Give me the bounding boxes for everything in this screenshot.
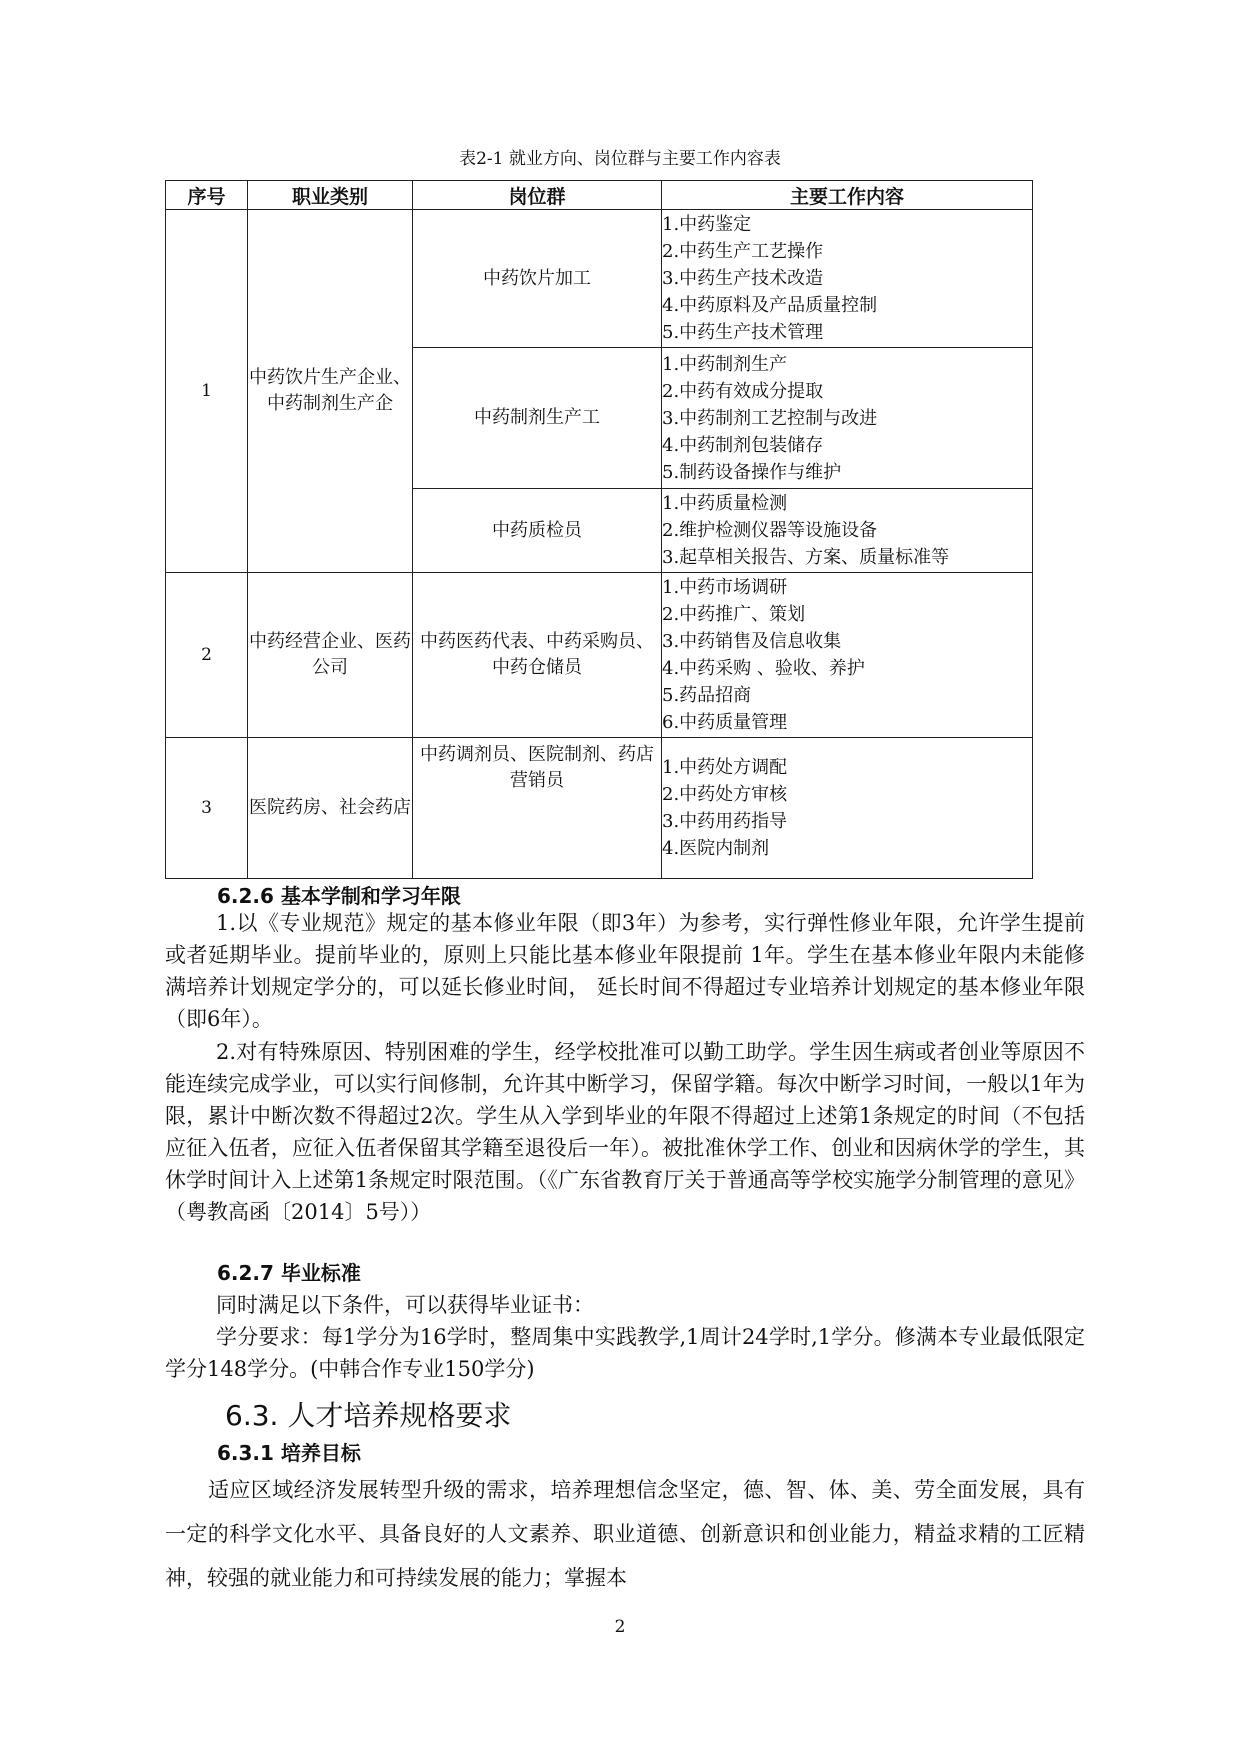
work-item: 3.中药生产技术改造 — [662, 268, 824, 289]
work-item: 3.中药用药指导 — [662, 811, 788, 832]
header-work: 主要工作内容 — [662, 181, 1033, 210]
row-group: 中药制剂生产工 — [413, 348, 662, 489]
work-item: 1.中药市场调研 — [662, 577, 788, 598]
row-seq: 3 — [166, 738, 248, 879]
work-item: 6.中药质量管理 — [662, 712, 788, 733]
paragraph: 2.对有特殊原因、特别困难的学生，经学校批准可以勤工助学。学生因生病或者创业等原因不能连续完成学业，可以实行间修制，允许其中断学习，保留学籍。每次中断学习时间，一般以1年为限，累计中断次数不得超过2次。学生从入学到毕业的年限不得超过上述第1条规定的时间（不包括应征入伍者，应征入伍者保留其学籍至退役后一年）。被批准休学工作、创业和因病休学的学生，其休学时间计入上述第1条规定时限范围。（《广东省教育厅关于普通高等学校实施学分制管理的意见》（粤教高函〔2014〕5号）） — [165, 1040, 1085, 1224]
table-caption: 表2-1 就业方向、岗位群与主要工作内容表 — [459, 149, 781, 169]
row-category: 医院药房、社会药店 — [248, 738, 413, 879]
paragraph: 学分要求：每1学分为16学时，整周集中实践教学,1周计24学时,1学分。修满本专业最低限定学分148学分。(中韩合作专业150学分) — [165, 1325, 1085, 1381]
work-item: 1.中药处方调配 — [662, 757, 788, 778]
section-heading: 6.3.1 培养目标 — [217, 1441, 361, 1465]
row-seq: 1 — [166, 210, 248, 573]
header-category: 职业类别 — [248, 181, 413, 210]
table-header-row — [166, 181, 1033, 210]
work-item: 2.中药有效成分提取 — [662, 380, 824, 402]
work-item: 2.维护检测仪器等设施设备 — [662, 520, 878, 541]
row-category: 中药经营企业、医药公司 — [248, 573, 413, 738]
work-item: 4.中药制剂包装储存 — [662, 434, 824, 456]
row-work — [662, 210, 1033, 348]
section-heading: 6.2.6 基本学制和学习年限 — [217, 884, 461, 908]
row-group: 中药医药代表、中药采购员、中药仓储员 — [413, 573, 662, 738]
row-work — [662, 573, 1033, 738]
work-item: 3.中药销售及信息收集 — [662, 631, 842, 652]
row-work — [662, 738, 1033, 879]
header-seq: 序号 — [166, 181, 248, 210]
header-group: 岗位群 — [413, 181, 662, 210]
row-seq: 2 — [166, 573, 248, 738]
row-work — [662, 348, 1033, 489]
work-item: 5.中药生产技术管理 — [662, 322, 824, 343]
row-group: 中药质检员 — [413, 489, 662, 573]
chapter-heading: 6.3. 人才培养规格要求 — [225, 1399, 512, 1432]
work-item: 5.制药设备操作与维护 — [662, 461, 842, 483]
work-item: 2.中药推广、策划 — [662, 604, 806, 625]
work-item: 3.起草相关报告、方案、质量标准等 — [662, 547, 950, 568]
work-item: 5.药品招商 — [662, 685, 752, 706]
paragraph: 适应区域经济发展转型升级的需求，培养理想信念坚定，德、智、体、美、劳全面发展，具有一定的科学文化水平、具备良好的人文素养、职业道德、创新意识和创业能力，精益求精的工匠精神，较强的就业能力和可持续发展的能力；掌握本 — [165, 1478, 1085, 1590]
work-item: 2.中药生产工艺操作 — [662, 241, 824, 262]
table-row — [166, 210, 1033, 348]
work-item: 4.中药采购 、验收、养护 — [662, 658, 865, 679]
section-heading: 6.2.7 毕业标准 — [217, 1261, 361, 1285]
work-item: 1.中药鉴定 — [662, 214, 752, 235]
paragraph: 同时满足以下条件，可以获得毕业证书： — [216, 1293, 594, 1317]
work-item: 2.中药处方审核 — [662, 784, 788, 805]
row-group: 中药饮片加工 — [413, 210, 662, 348]
table-row — [166, 573, 1033, 738]
work-item: 1.中药制剂生产 — [662, 353, 788, 375]
work-item: 1.中药质量检测 — [662, 493, 788, 514]
row-work — [662, 489, 1033, 573]
table-row — [166, 738, 1033, 879]
work-item: 3.中药制剂工艺控制与改进 — [662, 407, 878, 429]
row-group: 中药调剂员、医院制剂、药店营销员 — [413, 738, 662, 879]
row-category: 中药饮片生产企业、中药制剂生产企 — [248, 210, 413, 573]
work-item: 4.医院内制剂 — [662, 838, 770, 859]
paragraph: 1.以《专业规范》规定的基本修业年限（即3年）为参考，实行弹性修业年限，允许学生提前或者延期毕业。提前毕业的，原则上只能比基本修业年限提前 1年。学生在基本修业年限内未能修满培养计划规定学分的，可以延长修业时间， 延长时间不得超过专业培养计划规定的基本修业年限（即6年）。 — [165, 911, 1085, 1031]
jobs-table — [165, 180, 1033, 879]
work-item: 4.中药原料及产品质量控制 — [662, 295, 878, 316]
page-number: 2 — [614, 1617, 626, 1637]
